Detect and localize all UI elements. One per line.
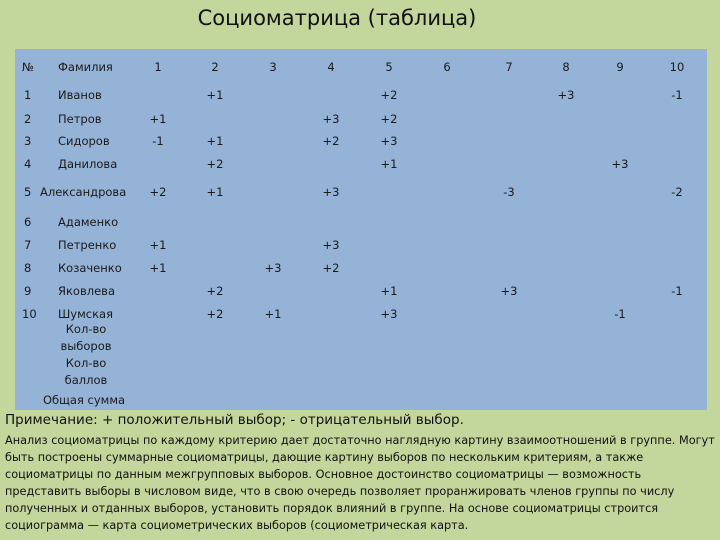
row-name: Адаменко	[58, 215, 119, 229]
matrix-cell: +2	[149, 185, 167, 199]
summary-label: выборов	[60, 339, 112, 353]
page-title: Социоматрица (таблица)	[197, 6, 477, 30]
row-number: 4	[24, 157, 32, 171]
name-header: Фамилия	[58, 60, 113, 74]
table-note: Примечание: + положительный выбор; - отрицательный выбор.	[5, 412, 464, 428]
summary-label: Кол-во	[65, 322, 107, 336]
column-header: 1	[154, 60, 162, 74]
matrix-cell: -2	[671, 185, 683, 199]
row-number: 6	[24, 215, 32, 229]
row-number: 1	[24, 88, 32, 102]
matrix-cell: +1	[380, 284, 398, 298]
matrix-cell: -3	[503, 185, 515, 199]
column-header: 10	[669, 60, 685, 74]
row-name: Данилова	[58, 157, 118, 171]
matrix-cell: +2	[322, 134, 340, 148]
sociomatrix-table	[15, 49, 707, 410]
matrix-cell: +1	[206, 88, 224, 102]
matrix-cell: +1	[206, 134, 224, 148]
matrix-cell: +2	[380, 88, 398, 102]
matrix-cell: +3	[322, 238, 340, 252]
matrix-cell: +1	[149, 238, 167, 252]
column-header: 4	[327, 60, 335, 74]
matrix-cell: +2	[380, 112, 398, 126]
row-number: 8	[24, 261, 32, 275]
description-paragraph: Анализ социоматрицы по каждому критерию дает достаточно наглядную картину взаимоотношений в группе. Могут быть построены суммарные социоматрицы, дающие картину выборов по нескольким критериям, а также социоматрицы по данным межгрупповых выборов. Основное достоинство социоматрицы — возможность представить выборы в числовом виде, что в свою очередь позволяет проранжировать членов группы по числу полученных и отданных выборов, установить порядок влияний в группе. На основе социоматрицы строится социограмма — карта социометрических выборов (социометрическая карта.	[5, 434, 715, 532]
row-number: 7	[24, 238, 32, 252]
matrix-cell: +3	[380, 134, 398, 148]
column-header: 3	[269, 60, 277, 74]
row-name: Иванов	[58, 88, 102, 102]
row-name: Сидоров	[58, 134, 110, 148]
matrix-cell: -1	[152, 134, 164, 148]
matrix-cell: +1	[264, 307, 282, 321]
matrix-cell: +3	[322, 185, 340, 199]
row-number: 5	[24, 185, 32, 199]
total-label: Общая сумма	[42, 393, 126, 407]
num-header: №	[22, 60, 34, 74]
row-name: Петренко	[58, 238, 117, 252]
matrix-cell: +3	[611, 157, 629, 171]
matrix-cell: -1	[614, 307, 626, 321]
row-name: Козаченко	[58, 261, 122, 275]
matrix-cell: +1	[206, 185, 224, 199]
summary-label: баллов	[64, 373, 108, 387]
column-header: 6	[443, 60, 451, 74]
matrix-cell: +3	[264, 261, 282, 275]
column-header: 7	[505, 60, 513, 74]
matrix-cell: +2	[206, 307, 224, 321]
matrix-cell: +3	[500, 284, 518, 298]
matrix-cell: +3	[557, 88, 575, 102]
summary-label: Кол-во	[65, 356, 107, 370]
row-number: 2	[24, 112, 32, 126]
row-number: 3	[24, 134, 32, 148]
column-header: 9	[616, 60, 624, 74]
row-name: Яковлева	[58, 284, 116, 298]
row-name: Александрова	[40, 185, 127, 199]
matrix-cell: +3	[380, 307, 398, 321]
row-number: 9	[24, 284, 32, 298]
column-header: 2	[211, 60, 219, 74]
matrix-cell: +2	[322, 261, 340, 275]
matrix-cell: +2	[206, 157, 224, 171]
matrix-cell: +2	[206, 284, 224, 298]
matrix-cell: +3	[322, 112, 340, 126]
row-number: 10	[22, 307, 37, 321]
matrix-cell: +1	[149, 112, 167, 126]
matrix-cell: -1	[671, 88, 683, 102]
matrix-cell: -1	[671, 284, 683, 298]
matrix-cell: +1	[380, 157, 398, 171]
column-header: 5	[385, 60, 393, 74]
row-name: Шумская	[58, 307, 114, 321]
matrix-cell: +1	[149, 261, 167, 275]
column-header: 8	[562, 60, 570, 74]
row-name: Петров	[58, 112, 102, 126]
